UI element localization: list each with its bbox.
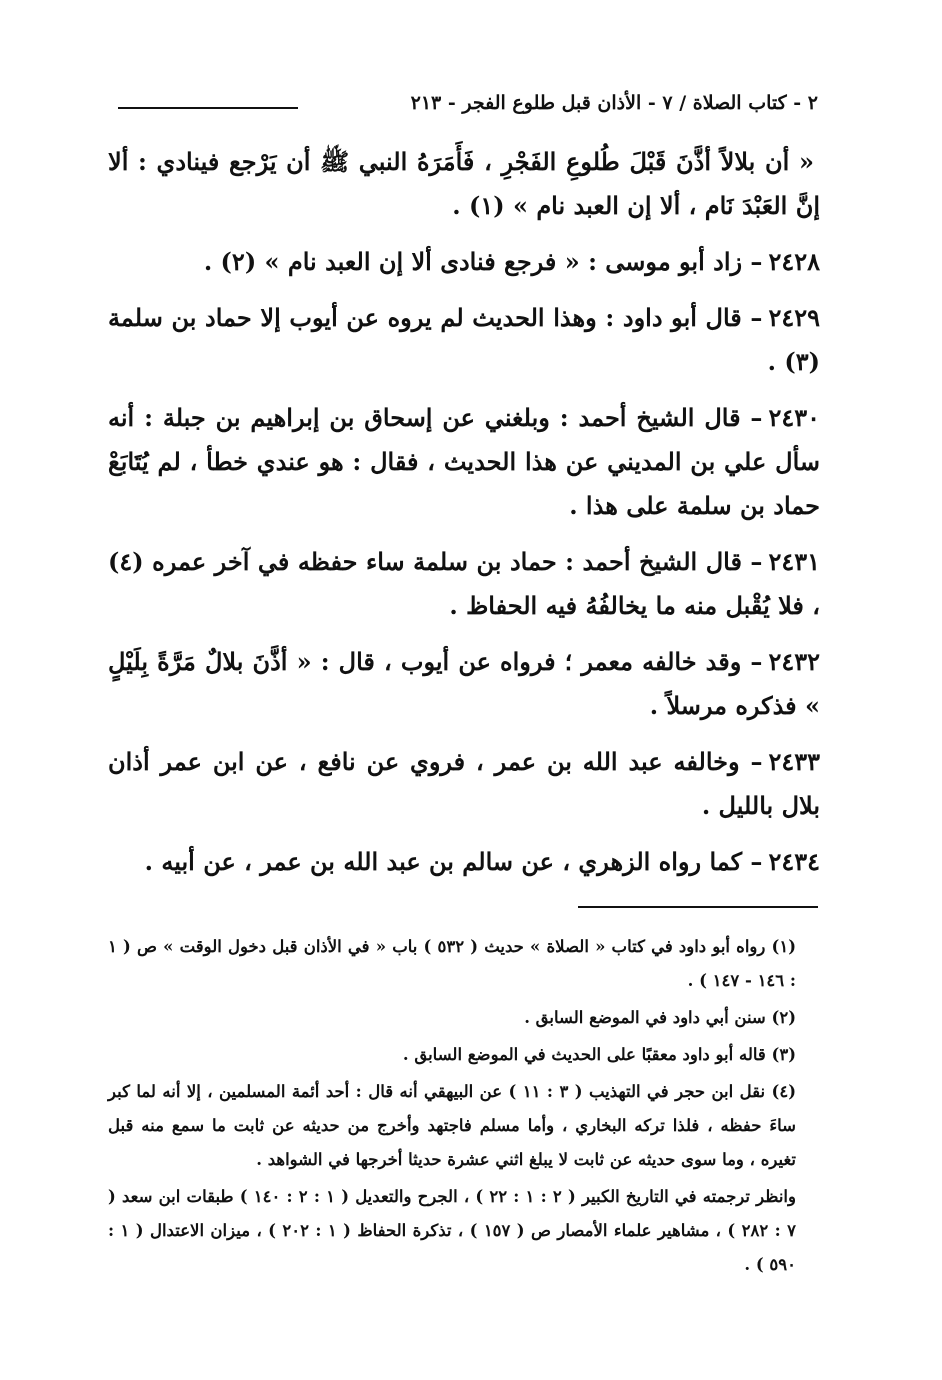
running-title: ٢ - كتاب الصلاة / ٧ - الأذان قبل طلوع الفجر - ٢١٣	[410, 92, 818, 114]
hadith-number: ٢٤٣٠	[768, 403, 820, 432]
hadith-paragraph	[108, 640, 820, 728]
hadith-text: « أن بلالاً أذَّنَ قَبْلَ طُلوعِ الفَجْرِ ، فَأَمَرَهُ النبي ﷺ أن يَرْجع فينادي : ألا إنَّ العَبْدَ نَام ، ألا إن العبد نام » (١) .	[108, 147, 820, 220]
hadith-number: ٢٤٣٢	[768, 647, 820, 676]
hadith-number: ٢٤٢٩	[768, 303, 820, 332]
hadith-number: ٢٤٣٣	[768, 747, 820, 776]
page-header	[118, 88, 818, 122]
footnote: (٢) سنن أبي داود في الموضع السابق .	[524, 1008, 796, 1027]
footnote: (١) رواه أبو داود في كتاب « الصلاة » حديث ( ٥٣٢ ) باب « في الأذان قبل دخول الوقت » ص ( ١ : ١٤٦ - ١٤٧ ) .	[108, 937, 796, 990]
hadith-text: – قال الشيخ أحمد : حماد بن سلمة ساء حفظه في آخر عمره (٤) ، فلا يُقْبل منه ما يخالفُهُ فيه الحفاظ .	[108, 547, 820, 620]
footnotes	[108, 930, 824, 1285]
hadith-text: – كما رواه الزهري ، عن سالم بن عبد الله بن عمر ، عن أبيه .	[144, 847, 763, 876]
footnote: وانظر ترجمته في التاريخ الكبير ( ٢ : ١ : ٢٢ ) ، الجرح والتعديل ( ١ : ٢ : ١٤٠ ) طبقات ابن سعد ( ٧ : ٢٨٢ ) ، مشاهير علماء الأمصار ص ( ١٥٧ ) ، تذكرة الحفاظ ( ١ : ٢٠٢ ) ، ميزان الاعتدال ( ١ : ٥٩٠ ) .	[108, 1187, 796, 1274]
hadith-paragraph	[108, 540, 820, 628]
footnote-separator	[578, 906, 818, 908]
hadith-number: ٢٤٢٨	[768, 247, 820, 276]
hadith-text: – وخالفه عبد الله بن عمر ، فروي عن نافع ، عن ابن عمر أذان بلال بالليل .	[108, 747, 820, 820]
hadith-text: – قال الشيخ أحمد : وبلغني عن إسحاق بن إبراهيم بن جبلة : أنه سأل علي بن المديني عن هذا الحديث ، فقال : هو عندي خطأ ، لم يُتَابَعْ حماد بن سلمة على هذا .	[108, 403, 820, 520]
hadith-number: ٢٤٣٤	[768, 847, 820, 876]
main-text	[108, 140, 820, 896]
hadith-paragraph	[108, 240, 820, 284]
header-rule	[118, 107, 298, 109]
hadith-paragraph	[108, 396, 820, 528]
hadith-text: – قال أبو داود : وهذا الحديث لم يروه عن أيوب إلا حماد بن سلمة (٣) .	[108, 303, 820, 376]
hadith-text: – زاد أبو موسى : « فرجع فنادى ألا إن العبد نام » (٢) .	[203, 247, 763, 276]
hadith-text: – وقد خالفه معمر ؛ فرواه عن أيوب ، قال : « أذَّنَ بلالٌ مَرَّةً بِلَيْلٍ » فذكره مرسلاً .	[108, 647, 820, 720]
hadith-number: ٢٤٣١	[768, 547, 820, 576]
footnote: (٤) نقل ابن حجر في التهذيب ( ٣ : ١١ ) عن البيهقي أنه قال : أحد أئمة المسلمين ، إلا أنه لما كبر ساءَ حفظه ، فلذا تركه البخاري ، وأما مسلم فاجتهد وأخرج من حديثه عن ثابت ما سمع منه قبل تغيره ، وما سوى حديثه عن ثابت لا يبلغ اثني عشرة حديثا أخرجها في الشواهد .	[108, 1082, 797, 1169]
footnote: (٣) قاله أبو داود معقبًا على الحديث في الموضع السابق .	[402, 1045, 796, 1064]
hadith-paragraph	[108, 740, 820, 828]
hadith-paragraph	[108, 296, 820, 384]
hadith-paragraph	[108, 840, 820, 884]
hadith-paragraph	[108, 140, 820, 228]
